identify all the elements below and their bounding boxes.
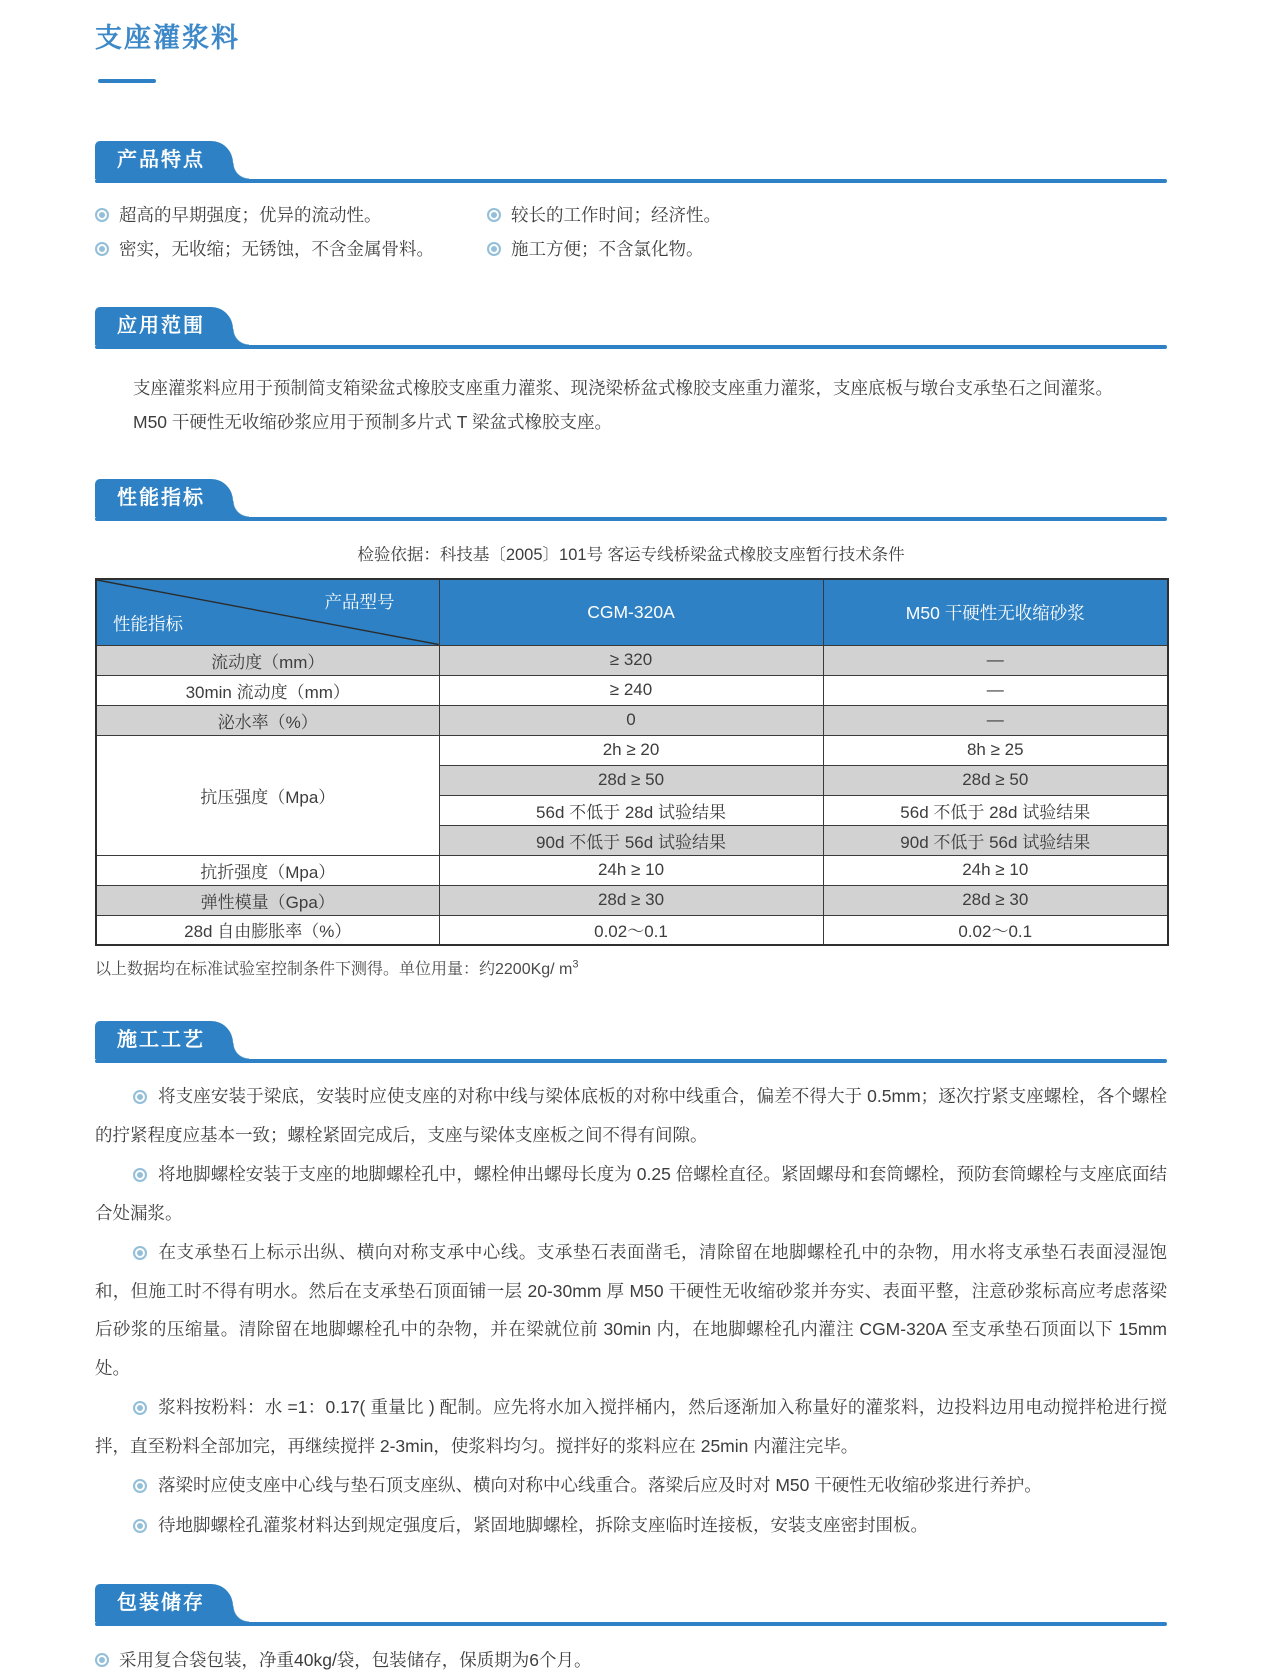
- process-steps: [95, 1077, 1167, 1544]
- table-row: [96, 915, 1168, 945]
- features-rule: [95, 179, 1167, 183]
- process-header: [95, 1021, 1167, 1063]
- feature-text: 较长的工作时间；经济性。: [511, 205, 721, 225]
- bullet-ring-icon: [95, 242, 109, 256]
- cell-value: 56d 不低于 28d 试验结果: [439, 795, 823, 825]
- features-heading-pill: 产品特点: [95, 141, 233, 179]
- col-header-m50: M50 干硬性无收缩砂浆: [823, 579, 1168, 645]
- process-step: [95, 1155, 1167, 1232]
- section-packaging: [95, 1584, 1167, 1676]
- feature-item: [95, 199, 487, 231]
- table-note-superscript: 3: [572, 958, 579, 971]
- packaging-item: [95, 1644, 1167, 1676]
- section-performance: [95, 479, 1167, 979]
- section-scope: [95, 307, 1167, 439]
- packaging-header: [95, 1584, 1167, 1626]
- process-step: [95, 1233, 1167, 1387]
- scope-line: 支座灌浆料应用于预制简支箱梁盆式橡胶支座重力灌浆、现浇梁桥盆式橡胶支座重力灌浆，支座底板与墩台支承垫石之间灌浆。: [133, 378, 1113, 398]
- corner-label-performance-index: 性能指标: [113, 613, 183, 634]
- packaging-rule: [95, 1622, 1167, 1626]
- cell-value: 8h ≥ 25: [823, 735, 1168, 765]
- process-step-text: 在支承垫石上标示出纵、横向对称支承中心线。支承垫石表面凿毛，清除留在地脚螺栓孔中的杂物，用水将支承垫石表面浸湿饱和，但施工时不得有明水。然后在支承垫石顶面铺一层 20-30mm 厚 M50 干硬性无收缩砂浆并夯实、表面平整，注意砂浆标高应考虑落梁后砂浆的压缩量。清除留在地脚螺栓孔中的杂物，并在梁就位前 30min 内，在地脚螺栓孔内灌注 CGM-320A 至支承垫石顶面以下 15mm 处。: [95, 1242, 1167, 1378]
- feature-text: 密实，无收缩；无锈蚀，不含金属骨料。: [119, 239, 434, 259]
- process-step-text: 将地脚螺栓安装于支座的地脚螺栓孔中，螺栓伸出螺母长度为 0.25 倍螺栓直径。紧固螺母和套筒螺栓，预防套筒螺栓与支座底面结合处漏浆。: [95, 1164, 1167, 1223]
- bullet-ring-icon: [133, 1519, 147, 1533]
- bullet-ring-icon: [133, 1246, 147, 1260]
- scope-heading-pill: 应用范围: [95, 307, 233, 345]
- row-label: 28d 自由膨胀率（%）: [96, 915, 439, 945]
- table-row: [96, 675, 1168, 705]
- col-header-cgm: CGM-320A: [439, 579, 823, 645]
- test-basis-note: 检验依据：科技基〔2005〕101号 客运专线桥梁盆式橡胶支座暂行技术条件: [357, 546, 905, 564]
- process-heading-pill: 施工工艺: [95, 1021, 233, 1059]
- table-row: [96, 645, 1168, 675]
- cell-value: ≥ 320: [439, 645, 823, 675]
- cell-value: 28d ≥ 30: [823, 885, 1168, 915]
- page-title: 支座灌浆料: [95, 23, 240, 53]
- row-label: 抗压强度（Mpa）: [96, 735, 439, 855]
- bullet-ring-icon: [133, 1168, 147, 1182]
- bullet-ring-icon: [487, 242, 501, 256]
- table-row: [96, 705, 1168, 735]
- process-step-text: 待地脚螺栓孔灌浆材料达到规定强度后，紧固地脚螺栓，拆除支座临时连接板，安装支座密封围板。: [158, 1514, 928, 1535]
- performance-table: [95, 578, 1169, 946]
- bullet-ring-icon: [95, 1653, 109, 1667]
- scope-paragraph: [133, 371, 1167, 439]
- process-step: [95, 1388, 1167, 1465]
- cell-value: 24h ≥ 10: [823, 855, 1168, 885]
- bullet-ring-icon: [95, 208, 109, 222]
- table-header-row: [96, 579, 1168, 645]
- row-label: 30min 流动度（mm）: [96, 675, 439, 705]
- section-features: [95, 141, 1167, 265]
- process-step: [95, 1506, 1167, 1545]
- cell-value: 0: [439, 705, 823, 735]
- cell-value: ≥ 240: [439, 675, 823, 705]
- feature-text: 超高的早期强度；优异的流动性。: [119, 205, 382, 225]
- title-underline: [98, 79, 156, 83]
- cell-value: 24h ≥ 10: [439, 855, 823, 885]
- cell-value: 90d 不低于 56d 试验结果: [439, 825, 823, 855]
- cell-value: 90d 不低于 56d 试验结果: [823, 825, 1168, 855]
- scope-header: [95, 307, 1167, 349]
- cell-value: 56d 不低于 28d 试验结果: [823, 795, 1168, 825]
- feature-item: [487, 199, 1167, 231]
- bullet-ring-icon: [133, 1479, 147, 1493]
- cell-value: —: [823, 645, 1168, 675]
- cell-value: 28d ≥ 30: [439, 885, 823, 915]
- table-row: [96, 885, 1168, 915]
- packaging-heading-pill: 包装储存: [95, 1584, 233, 1622]
- performance-header: [95, 479, 1167, 521]
- process-step: [95, 1077, 1167, 1154]
- process-rule: [95, 1059, 1167, 1063]
- table-row: [96, 735, 1168, 765]
- cell-value: —: [823, 705, 1168, 735]
- scope-line: M50 干硬性无收缩砂浆应用于预制多片式 T 梁盆式橡胶支座。: [133, 412, 613, 432]
- cell-value: 2h ≥ 20: [439, 735, 823, 765]
- performance-heading-pill: 性能指标: [95, 479, 233, 517]
- process-step-text: 落梁时应使支座中心线与垫石顶支座纵、横向对称中心线重合。落梁后应及时对 M50 干硬性无收缩砂浆进行养护。: [158, 1475, 1042, 1495]
- cell-value: —: [823, 675, 1168, 705]
- table-note-text: 以上数据均在标准试验室控制条件下测得。单位用量：约2200Kg/ m: [95, 961, 573, 978]
- feature-item: [487, 233, 1167, 265]
- cell-value: 0.02～0.1: [823, 915, 1168, 945]
- performance-rule: [95, 517, 1167, 521]
- row-label: 抗折强度（Mpa）: [96, 855, 439, 885]
- section-process: [95, 1021, 1167, 1544]
- process-step: [95, 1466, 1167, 1505]
- bullet-ring-icon: [133, 1401, 147, 1415]
- table-note: [95, 956, 1167, 979]
- cell-value: 28d ≥ 50: [439, 765, 823, 795]
- corner-label-product-model: 产品型号: [324, 592, 395, 612]
- bullet-ring-icon: [487, 208, 501, 222]
- packaging-text: 采用复合袋包装，净重40kg/袋，包装储存，保质期为6个月。: [119, 1650, 592, 1670]
- row-label: 泌水率（%）: [96, 705, 439, 735]
- feature-item: [95, 233, 487, 265]
- scope-rule: [95, 345, 1167, 349]
- row-label: 流动度（mm）: [96, 645, 439, 675]
- table-row: [96, 855, 1168, 885]
- process-step-text: 浆料按粉料：水 =1：0.17( 重量比 ) 配制。应先将水加入搅拌桶内，然后逐渐加入称量好的灌浆料，边投料边用电动搅拌枪进行搅拌，直至粉料全部加完，再继续搅拌 2-3min，使浆料均匀。搅拌好的浆料应在 25min 内灌注完毕。: [95, 1397, 1167, 1456]
- features-list: [95, 199, 1167, 265]
- feature-text: 施工方便；不含氯化物。: [511, 239, 704, 259]
- corner-cell: [96, 579, 439, 645]
- features-header: [95, 141, 1167, 183]
- cell-value: 28d ≥ 50: [823, 765, 1168, 795]
- cell-value: 0.02～0.1: [439, 915, 823, 945]
- row-label: 弹性模量（Gpa）: [96, 885, 439, 915]
- process-step-text: 将支座安装于梁底，安装时应使支座的对称中线与梁体底板的对称中线重合，偏差不得大于 0.5mm；逐次拧紧支座螺栓，各个螺栓的拧紧程度应基本一致；螺栓紧固完成后，支座与梁体支座板之间不得有间隙。: [95, 1086, 1167, 1145]
- bullet-ring-icon: [133, 1090, 147, 1104]
